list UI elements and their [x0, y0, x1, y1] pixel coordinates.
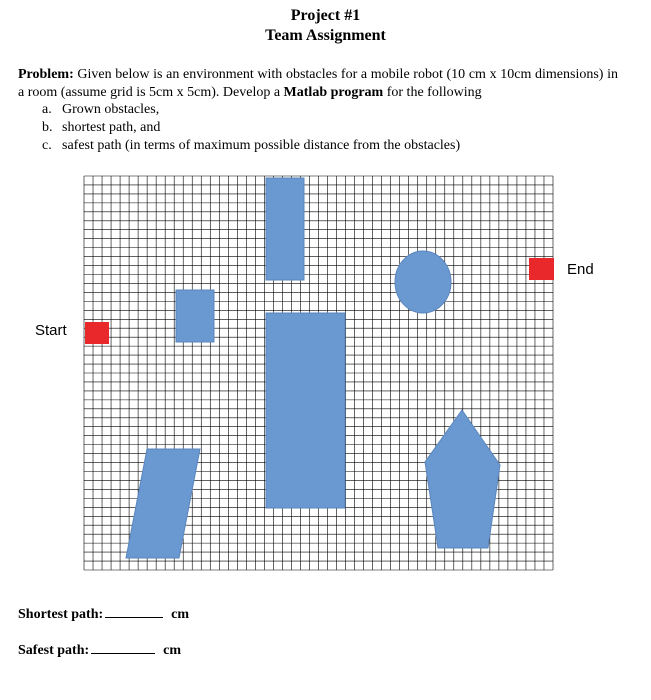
problem-emphasis: Matlab program — [283, 85, 384, 100]
obstacle-pentagon — [425, 410, 500, 548]
task-letter: b. — [42, 120, 53, 135]
safest-path-unit: cm — [163, 643, 182, 658]
end-marker — [529, 258, 554, 280]
shortest-path-label: Shortest path: — [18, 607, 104, 622]
shortest-path-unit: cm — [171, 607, 190, 622]
end-label: End — [567, 261, 594, 278]
page-subtitle: Team Assignment — [265, 27, 386, 44]
page-title: Project #1 — [290, 7, 361, 24]
problem-label: Problem: — [18, 67, 74, 82]
problem-text-2: for the following — [383, 85, 482, 100]
obstacle-small-rect — [176, 290, 214, 342]
task-letter: a. — [42, 102, 52, 117]
start-marker — [85, 322, 109, 344]
start-label: Start — [35, 322, 67, 339]
safest-path-blank[interactable] — [91, 639, 155, 654]
safest-path-label: Safest path: — [18, 643, 90, 658]
problem-text-1: Given below is an environment with obstacles for a mobile robot (10 cm x 10cm dimensions) in a room (assume grid is 5cm x 5cm). Develop a — [18, 67, 618, 100]
task-text: shortest path, and — [62, 120, 161, 135]
safest-path-answer — [18, 639, 181, 659]
obstacle-center-rect — [266, 313, 345, 508]
obstacle-parallelogram — [126, 449, 200, 558]
task-text: safest path (in terms of maximum possible distance from the obstacles) — [62, 138, 461, 153]
task-letter: c. — [42, 138, 52, 153]
obstacles — [126, 178, 500, 558]
task-text: Grown obstacles, — [62, 102, 160, 117]
shortest-path-blank[interactable] — [105, 603, 163, 618]
shortest-path-answer — [18, 603, 189, 623]
obstacle-circle — [395, 251, 451, 313]
obstacle-top-rect — [266, 178, 304, 280]
